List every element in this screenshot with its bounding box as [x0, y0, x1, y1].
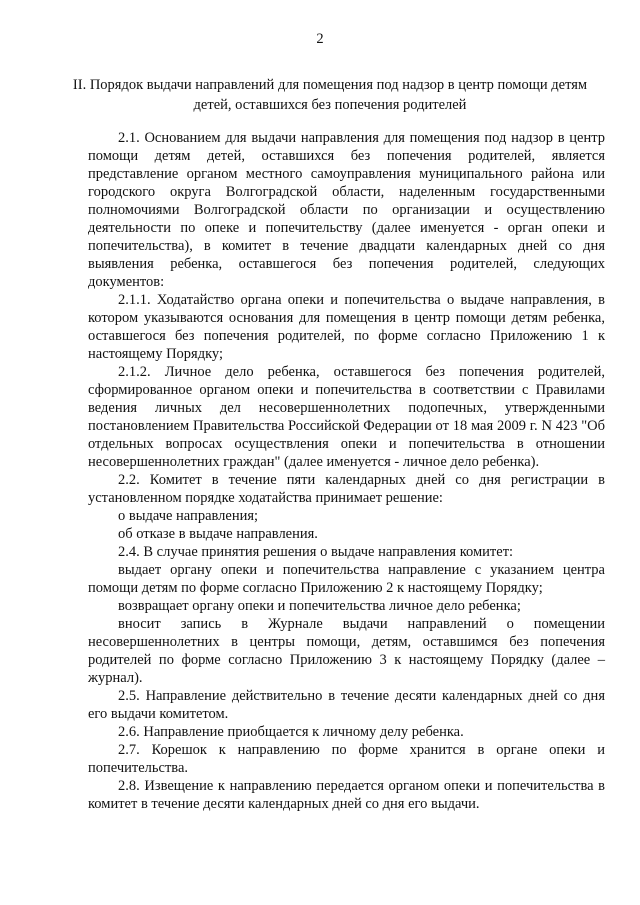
paragraph-2-2-option-refuse: об отказе в выдаче направления. — [118, 526, 318, 542]
paragraph-2-4: 2.4. В случае принятия решения о выдаче направления комитет: — [118, 544, 514, 560]
paragraph-2-1-1: 2.1.1. Ходатайство органа опеки и попечительства о выдаче направления, в котором указываются основания для помещения в центр помощи детям ребенка, оставшегося без попечения родителей, по форме согласно Приложению 1 к настоящему Порядку; — [88, 292, 605, 362]
page-number: 2 — [316, 31, 324, 47]
paragraph-2-2: 2.2. Комитет в течение пяти календарных дней со дня регистрации в установленном порядке ходатайства принимает решение: — [88, 472, 605, 506]
paragraph-2-4-issue: выдает органу опеки и попечительства направление с указанием центра помощи детям по форме согласно Приложению 2 к настоящему Порядку; — [88, 562, 605, 596]
paragraph-2-7: 2.7. Корешок к направлению по форме хранится в органе опеки и попечительства. — [88, 742, 605, 776]
paragraph-2-4-return: возвращает органу опеки и попечительства личное дело ребенка; — [118, 598, 521, 614]
paragraph-2-5: 2.5. Направление действительно в течение десяти календарных дней со дня его выдачи комитетом. — [88, 688, 605, 722]
paragraph-2-8: 2.8. Извещение к направлению передается органом опеки и попечительства в комитет в течение десяти календарных дней со дня его выдачи. — [88, 778, 605, 812]
paragraph-2-1-2: 2.1.2. Личное дело ребенка, оставшегося без попечения родителей, сформированное органом опеки и попечительства в соответствии с Правилами ведения личных дел несовершеннолетних подопечных, утвержденными постановлением Правительства Российской Федерации от 18 мая 2009 г. N 423 "Об отдельных вопросах осуществления опеки и попечительства в отношении несовершеннолетних граждан" (далее именуется - личное дело ребенка). — [88, 364, 605, 470]
paragraph-2-2-option-issue: о выдаче направления; — [118, 508, 259, 524]
paragraph-2-4-journal: вносит запись в Журнале выдачи направлений о помещении несовершеннолетних в центры помощи, детям, оставшимся без попечения родителей по форме согласно Приложению 3 к настоящему Порядку (далее – журнал). — [88, 616, 605, 686]
section-heading: II. Порядок выдачи направлений для помещения под надзор в центр помощи детям детей, оставшихся без попечения родителей — [72, 77, 588, 113]
paragraph-2-6: 2.6. Направление приобщается к личному делу ребенка. — [118, 724, 464, 740]
document-body — [88, 129, 605, 813]
paragraph-2-1: 2.1. Основанием для выдачи направления для помещения под надзор в центр помощи детям детей, оставшихся без попечения родителей, является представление органом местного самоуправления муниципального района или городского округа Волгоградской области, наделенным государственными полномочиями Волгоградской области по организации и осуществлению деятельности по опеке и попечительству (далее именуется - орган опеки и попечительства), в комитет в течение двадцати календарных дней со дня выявления ребенка, оставшегося без попечения родителей, следующих документов: — [88, 130, 605, 290]
